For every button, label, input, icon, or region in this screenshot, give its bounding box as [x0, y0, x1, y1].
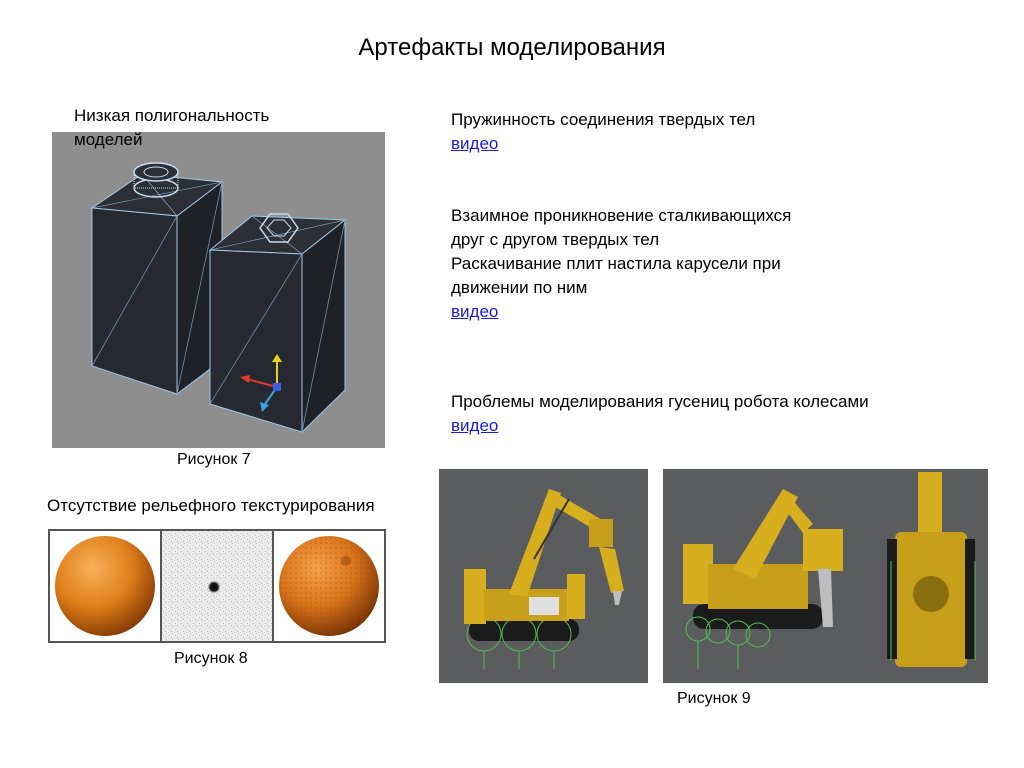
springiness-block	[451, 108, 755, 156]
video-link-1[interactable]: видео	[451, 134, 499, 153]
smooth-sphere-image	[50, 531, 160, 641]
bump-map-noise-image	[162, 531, 272, 641]
bumped-sphere-image	[274, 531, 384, 641]
tracks-text: Проблемы моделирования гусениц робота колесами	[451, 392, 869, 411]
figure-9-caption: Рисунок 9	[677, 690, 751, 707]
figure-7-low-poly-image	[52, 132, 385, 448]
robot-two-views-illustration	[663, 469, 988, 683]
video-link-2[interactable]: видео	[451, 302, 499, 321]
figure-8-caption: Рисунок 8	[174, 650, 248, 667]
bump-map-cell	[162, 531, 274, 641]
figure-8-bump-map-strip	[48, 529, 386, 643]
penetration-block	[451, 204, 791, 324]
robot-arm-illustration	[439, 469, 648, 683]
tracks-block	[451, 390, 869, 438]
penetration-line-2: друг с другом твердых тел	[451, 230, 660, 249]
slide-title: Артефакты моделирования	[358, 34, 666, 61]
springiness-text: Пружинность соединения твердых тел	[451, 110, 756, 129]
bump-texture-label: Отсутствие рельефного текстурирования	[47, 496, 375, 515]
penetration-line-1: Взаимное проникновение сталкивающихся	[451, 206, 792, 225]
bumped-sphere-cell	[274, 531, 384, 641]
figure-9-robot-top-views	[663, 469, 988, 683]
low-poly-label: Низкая полигональность моделей	[74, 106, 270, 149]
video-link-3[interactable]: видео	[451, 416, 499, 435]
swinging-line-2: движении по ним	[451, 278, 588, 297]
swinging-line-1: Раскачивание плит настила карусели при	[451, 254, 781, 273]
smooth-sphere-cell	[50, 531, 162, 641]
low-poly-blocks-illustration	[52, 132, 385, 448]
figure-9-robot-side-view	[439, 469, 648, 683]
figure-7-caption: Рисунок 7	[177, 451, 251, 468]
